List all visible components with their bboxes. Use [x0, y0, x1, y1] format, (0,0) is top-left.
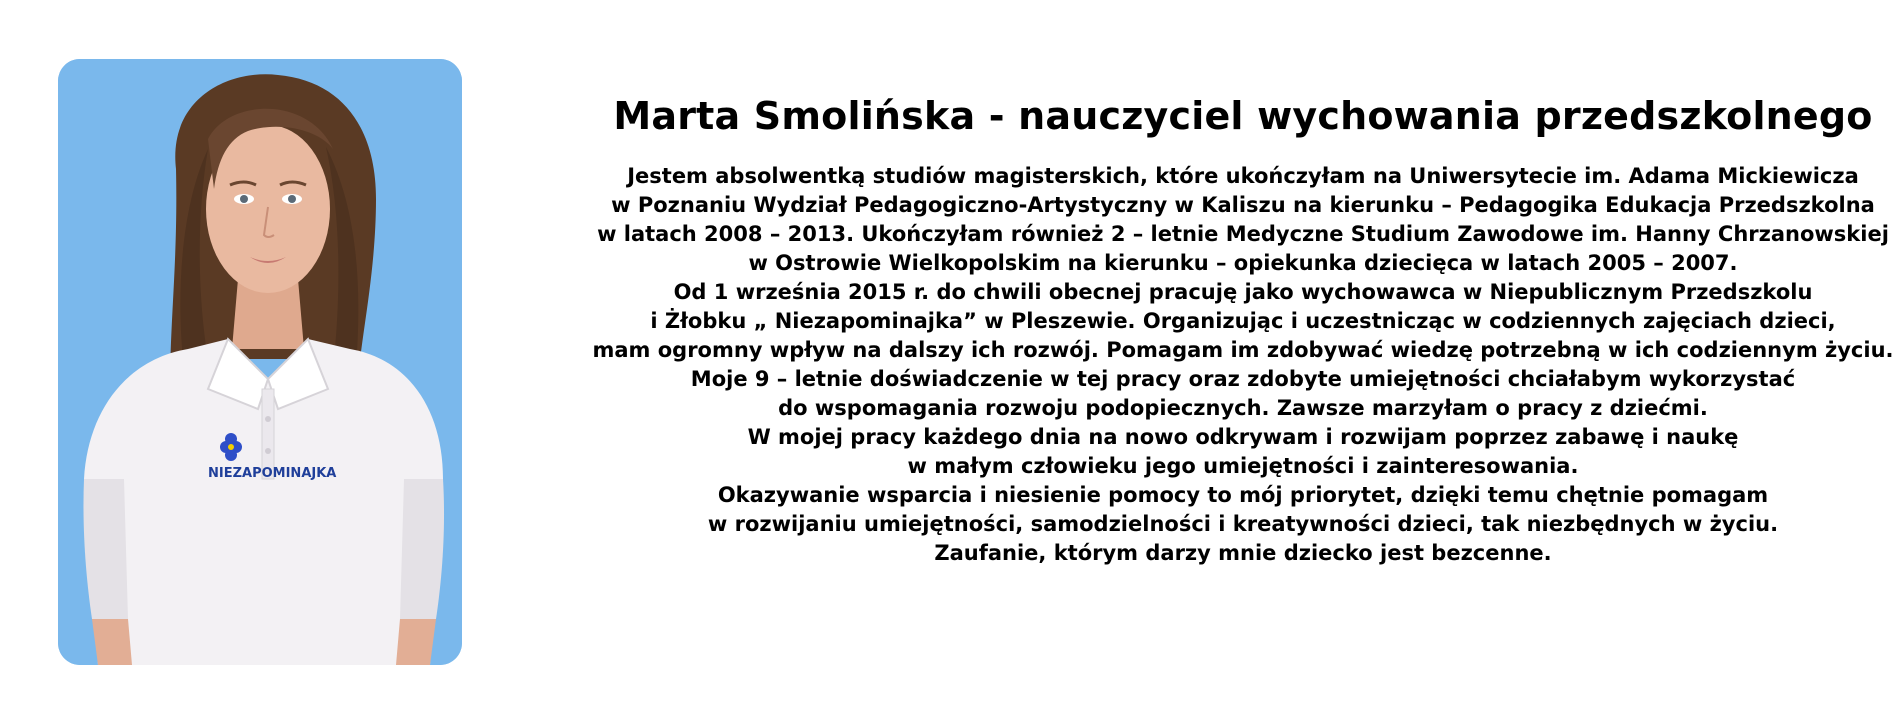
teacher-portrait: [58, 59, 462, 665]
shirt-logo-text: NIEZAPOMINAJKA: [208, 466, 337, 481]
bio-line: w rozwijaniu umiejętności, samodzielności i kreatywności dzieci, tak niezbędnych w życiu.: [707, 512, 1779, 536]
bio-line: Moje 9 – letnie doświadczenie w tej pracy oraz zdobyte umiejętności chciałabym wykorzystać: [690, 367, 1796, 391]
bio-line: do wspomagania rozwoju podopiecznych. Zawsze marzyłam o pracy z dziećmi.: [778, 396, 1708, 420]
bio-line: Od 1 września 2015 r. do chwili obecnej pracuję jako wychowawca w Niepublicznym Przedszkolu: [673, 280, 1813, 304]
bio-line: w latach 2008 – 2013. Ukończyłam również 2 – letnie Medyczne Studium Zawodowe im. Hanny Chrzanowskiej: [597, 222, 1889, 246]
teacher-photo: [58, 59, 462, 665]
bio-line: Zaufanie, którym darzy mnie dziecko jest bezcenne.: [934, 541, 1552, 565]
bio-line: W mojej pracy każdego dnia na nowo odkrywam i rozwijam poprzez zabawę i naukę: [747, 425, 1739, 449]
bio-line: mam ogromny wpływ na dalszy ich rozwój. Pomagam im zdobywać wiedzę potrzebną w ich codziennym życiu.: [592, 338, 1894, 362]
bio-line: w Ostrowie Wielkopolskim na kierunku – opiekunka dziecięca w latach 2005 – 2007.: [748, 251, 1738, 275]
bio-line: i Żłobku „ Niezapominajka” w Pleszewie. Organizując i uczestnicząc w codziennych zajęciach dzieci,: [650, 309, 1836, 333]
bio-line: Jestem absolwentką studiów magisterskich, które ukończyłam na Uniwersytecie im. Adama Mickiewicza: [627, 164, 1859, 188]
profile-content: [588, 92, 1898, 568]
bio-text: [588, 162, 1898, 568]
bio-line: Okazywanie wsparcia i niesienie pomocy to mój priorytet, dzięki temu chętnie pomagam: [717, 483, 1769, 507]
bio-line: w małym człowieku jego umiejętności i zainteresowania.: [907, 454, 1579, 478]
bio-line: w Poznaniu Wydział Pedagogiczno-Artystyczny w Kaliszu na kierunku – Pedagogika Edukacja Przedszkolna: [611, 193, 1875, 217]
page-title: Marta Smolińska - nauczyciel wychowania przedszkolnego: [613, 94, 1873, 138]
